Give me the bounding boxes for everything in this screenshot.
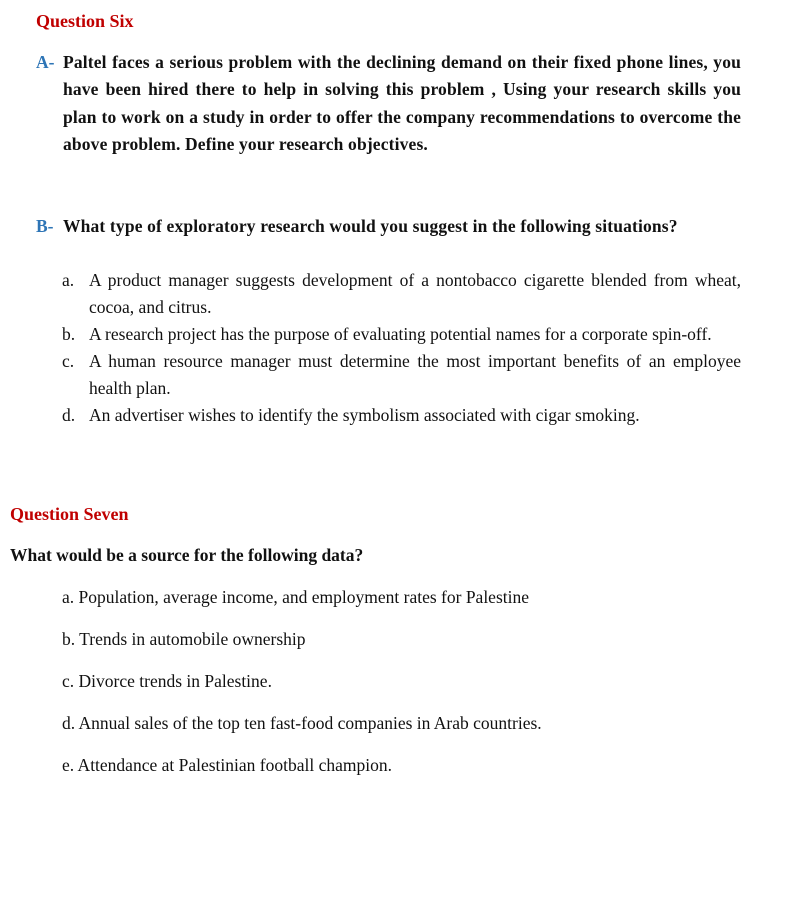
part-a-text: Paltel faces a serious problem with the declining demand on their fixed phone lines, you have been hired there to help in solving this problem , Using your research skills you plan to work on a study in order to offer the company recommendations to overcome the above problem. Define your research objectives.: [63, 52, 741, 154]
data-item: e. Attendance at Palestinian football champion.: [62, 755, 392, 775]
data-item: c. Divorce trends in Palestine.: [62, 671, 272, 691]
situation-text: A human resource manager must determine the most important benefits of an employee health plan.: [89, 351, 741, 398]
part-b-text: What type of exploratory research would you suggest in the following situations?: [63, 216, 678, 236]
question-six-part-b: [36, 213, 741, 240]
situation-letter: b.: [62, 324, 76, 344]
question-seven-heading: Question Seven: [10, 504, 129, 524]
situation-letter: c.: [62, 351, 75, 371]
situation-letter: a.: [62, 270, 75, 290]
part-a-marker: A-: [36, 52, 55, 72]
situation-letter: d.: [62, 405, 76, 425]
data-item: a. Population, average income, and employment rates for Palestine: [62, 587, 530, 607]
situation-item: [62, 321, 741, 348]
situation-item: [62, 348, 741, 402]
data-source-list: [62, 585, 762, 795]
situation-item: [62, 402, 741, 429]
part-b-marker: B-: [36, 216, 54, 236]
data-item: d. Annual sales of the top ten fast-food companies in Arab countries.: [62, 713, 542, 733]
question-six-part-a: [36, 49, 741, 158]
question-seven-intro: What would be a source for the following data?: [10, 545, 364, 565]
question-six-heading: Question Six: [36, 11, 134, 31]
situation-text: An advertiser wishes to identify the symbolism associated with cigar smoking.: [89, 405, 640, 425]
data-item: b. Trends in automobile ownership: [62, 629, 306, 649]
part-b-situation-list: [62, 267, 741, 429]
situation-text: A research project has the purpose of evaluating potential names for a corporate spin-off.: [89, 324, 712, 344]
situation-item: [62, 267, 741, 321]
situation-text: A product manager suggests development of a nontobacco cigarette blended from wheat, cocoa, and citrus.: [89, 270, 741, 317]
